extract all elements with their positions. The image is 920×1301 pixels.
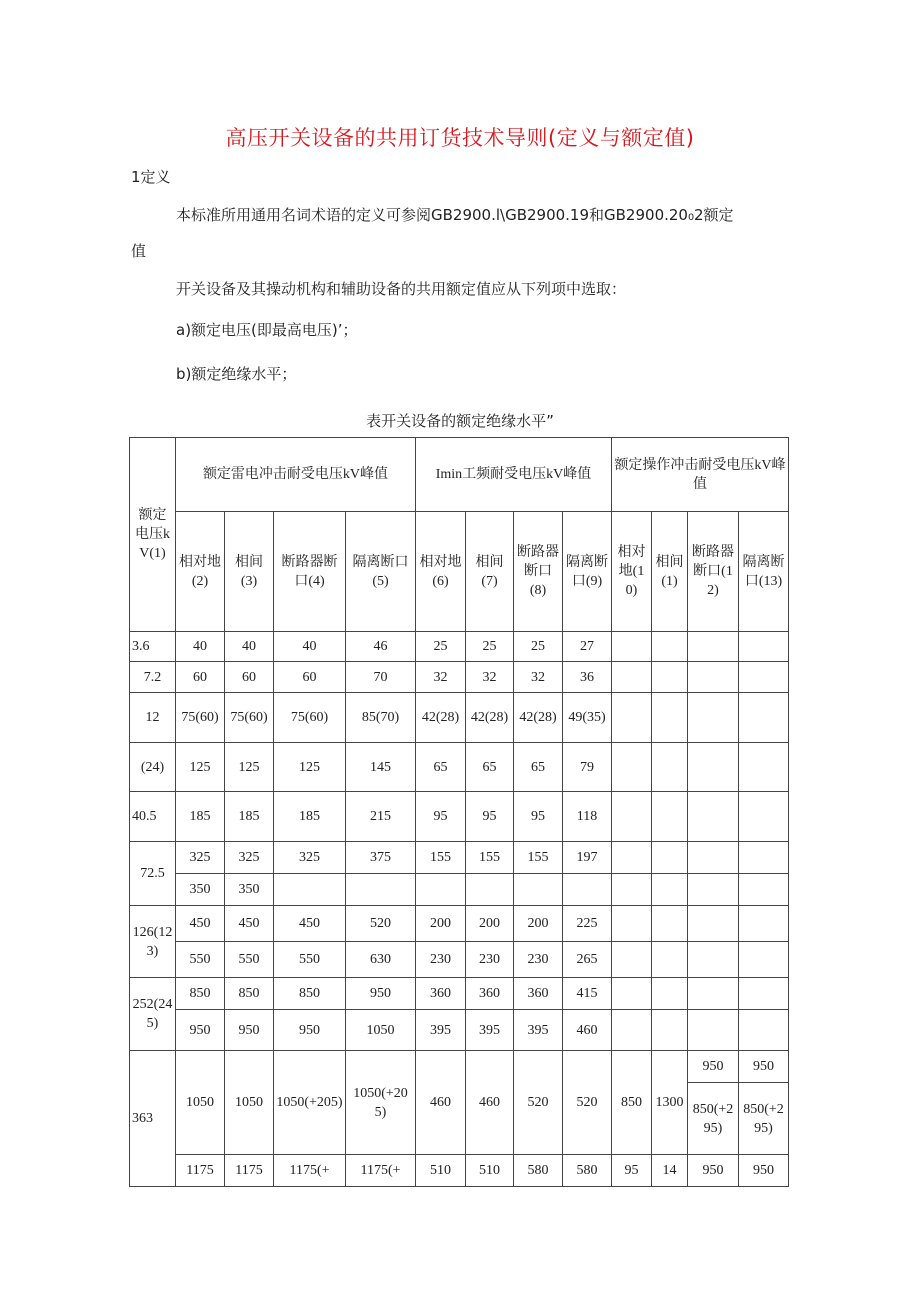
- value-cell: 950: [274, 1010, 346, 1051]
- value-cell: 395: [416, 1010, 466, 1051]
- value-cell: [739, 743, 789, 792]
- value-cell: 95: [514, 792, 563, 842]
- value-cell: 25: [416, 632, 466, 662]
- value-cell: [612, 842, 652, 874]
- table-caption: 表开关设备的额定绝缘水平”: [366, 412, 554, 430]
- value-cell: 325: [176, 842, 225, 874]
- value-cell: 185: [176, 792, 225, 842]
- value-cell: 155: [466, 842, 514, 874]
- subheader-cell: 相对地(6): [416, 512, 466, 632]
- value-cell: [688, 978, 739, 1010]
- value-cell: 185: [274, 792, 346, 842]
- table-row: [130, 906, 789, 942]
- paragraph-definitions-line1: 本标准所用通用名词术语的定义可参阅GB2900.l\GB2900.19和GB2900.20₀2额定: [176, 206, 734, 224]
- value-cell: 230: [416, 942, 466, 978]
- value-cell: 200: [416, 906, 466, 942]
- value-cell: 125: [274, 743, 346, 792]
- value-cell: 95: [466, 792, 514, 842]
- value-cell: 200: [466, 906, 514, 942]
- table-row: [130, 632, 789, 662]
- value-cell: 950: [176, 1010, 225, 1051]
- voltage-cell: (24): [130, 743, 176, 792]
- value-cell: 850: [176, 978, 225, 1010]
- value-cell: 460: [563, 1010, 612, 1051]
- value-cell: 125: [176, 743, 225, 792]
- subheader-cell: 断路器断口(12): [688, 512, 739, 632]
- value-cell: 40: [274, 632, 346, 662]
- value-cell: 325: [225, 842, 274, 874]
- value-cell: 125: [225, 743, 274, 792]
- value-cell: 520: [514, 1051, 563, 1155]
- value-cell: [652, 906, 688, 942]
- value-cell: 42(28): [514, 693, 563, 743]
- value-cell: 1175(+: [274, 1155, 346, 1187]
- value-cell: [688, 743, 739, 792]
- value-cell: 950: [688, 1051, 739, 1083]
- value-cell: 155: [416, 842, 466, 874]
- value-cell: [688, 632, 739, 662]
- value-cell: [739, 632, 789, 662]
- value-cell: 95: [612, 1155, 652, 1187]
- subheader-cell: 相间(3): [225, 512, 274, 632]
- voltage-cell: 252(245): [130, 978, 176, 1051]
- value-cell: 350: [176, 874, 225, 906]
- value-cell: 360: [416, 978, 466, 1010]
- subheader-cell: 断路器断口(4): [274, 512, 346, 632]
- value-cell: 550: [225, 942, 274, 978]
- table-row: [130, 874, 789, 906]
- value-cell: 460: [416, 1051, 466, 1155]
- value-cell: [652, 792, 688, 842]
- value-cell: 36: [563, 662, 612, 693]
- value-cell: 230: [514, 942, 563, 978]
- value-cell: 85(70): [346, 693, 416, 743]
- value-cell: 1050(+205): [274, 1051, 346, 1155]
- value-cell: 145: [346, 743, 416, 792]
- value-cell: [739, 693, 789, 743]
- value-cell: 215: [346, 792, 416, 842]
- header-power-frequency: Imin工频耐受电压kV峰值: [416, 438, 612, 512]
- value-cell: 360: [466, 978, 514, 1010]
- value-cell: 1175: [225, 1155, 274, 1187]
- value-cell: [652, 942, 688, 978]
- value-cell: 197: [563, 842, 612, 874]
- voltage-cell: 72.5: [130, 842, 176, 906]
- value-cell: 46: [346, 632, 416, 662]
- value-cell: 950: [346, 978, 416, 1010]
- table-header-row-sub: [130, 512, 789, 632]
- value-cell: [739, 942, 789, 978]
- table-row: [130, 1051, 789, 1083]
- value-cell: 1050(+205): [346, 1051, 416, 1155]
- value-cell: 60: [274, 662, 346, 693]
- table-row: [130, 978, 789, 1010]
- voltage-cell: 7.2: [130, 662, 176, 693]
- value-cell: 1050: [225, 1051, 274, 1155]
- value-cell: [688, 1010, 739, 1051]
- value-cell: 950: [688, 1155, 739, 1187]
- value-cell: 40: [176, 632, 225, 662]
- table-row: [130, 1155, 789, 1187]
- value-cell: [612, 792, 652, 842]
- value-cell: 395: [514, 1010, 563, 1051]
- value-cell: 360: [514, 978, 563, 1010]
- value-cell: 79: [563, 743, 612, 792]
- value-cell: 450: [176, 906, 225, 942]
- page-title: 高压开关设备的共用订货技术导则(定义与额定值): [225, 126, 695, 150]
- value-cell: 230: [466, 942, 514, 978]
- value-cell: 265: [563, 942, 612, 978]
- value-cell: 65: [466, 743, 514, 792]
- value-cell: [652, 632, 688, 662]
- value-cell: 850: [274, 978, 346, 1010]
- value-cell: [612, 874, 652, 906]
- value-cell: 1300: [652, 1051, 688, 1155]
- value-cell: [652, 842, 688, 874]
- value-cell: [514, 874, 563, 906]
- value-cell: [612, 942, 652, 978]
- value-cell: [739, 842, 789, 874]
- value-cell: [612, 906, 652, 942]
- value-cell: [688, 662, 739, 693]
- value-cell: [739, 906, 789, 942]
- voltage-cell: 363: [130, 1051, 176, 1187]
- value-cell: [739, 978, 789, 1010]
- value-cell: [688, 874, 739, 906]
- value-cell: 450: [274, 906, 346, 942]
- value-cell: 25: [466, 632, 514, 662]
- value-cell: 850: [225, 978, 274, 1010]
- value-cell: 460: [466, 1051, 514, 1155]
- value-cell: 325: [274, 842, 346, 874]
- table-row: [130, 842, 789, 874]
- paragraph-rated-values: 开关设备及其操动机构和辅助设备的共用额定值应从下列项中选取：: [176, 280, 627, 298]
- value-cell: [739, 662, 789, 693]
- value-cell: 630: [346, 942, 416, 978]
- value-cell: 75(60): [274, 693, 346, 743]
- subheader-cell: 相对地(2): [176, 512, 225, 632]
- value-cell: 200: [514, 906, 563, 942]
- value-cell: 510: [466, 1155, 514, 1187]
- value-cell: [612, 662, 652, 693]
- value-cell: 850: [612, 1051, 652, 1155]
- insulation-level-table: [129, 437, 789, 1187]
- value-cell: [416, 874, 466, 906]
- table-row: [130, 1010, 789, 1051]
- value-cell: 95: [416, 792, 466, 842]
- value-cell: 185: [225, 792, 274, 842]
- header-rated-voltage: 额定电压kV(1): [130, 438, 176, 632]
- value-cell: 375: [346, 842, 416, 874]
- value-cell: 32: [466, 662, 514, 693]
- value-cell: [688, 693, 739, 743]
- value-cell: [612, 1010, 652, 1051]
- subheader-cell: 相对地(10): [612, 512, 652, 632]
- value-cell: 60: [176, 662, 225, 693]
- subheader-cell: 隔离断口(13): [739, 512, 789, 632]
- subheader-cell: 相间(7): [466, 512, 514, 632]
- value-cell: 950: [225, 1010, 274, 1051]
- value-cell: [274, 874, 346, 906]
- value-cell: [739, 874, 789, 906]
- table-row: [130, 942, 789, 978]
- voltage-cell: 3.6: [130, 632, 176, 662]
- value-cell: [739, 1010, 789, 1051]
- value-cell: 350: [225, 874, 274, 906]
- table-header-row-groups: [130, 438, 789, 512]
- value-cell: [688, 792, 739, 842]
- value-cell: 225: [563, 906, 612, 942]
- list-item-b: b)额定绝缘水平；: [176, 365, 297, 383]
- value-cell: 550: [274, 942, 346, 978]
- value-cell: 395: [466, 1010, 514, 1051]
- value-cell: 450: [225, 906, 274, 942]
- voltage-cell: 40.5: [130, 792, 176, 842]
- value-cell: 60: [225, 662, 274, 693]
- value-cell: [688, 942, 739, 978]
- value-cell: 1175(+: [346, 1155, 416, 1187]
- value-cell: 580: [563, 1155, 612, 1187]
- table-row: [130, 743, 789, 792]
- value-cell: 70: [346, 662, 416, 693]
- value-cell: [612, 978, 652, 1010]
- value-cell: 27: [563, 632, 612, 662]
- value-cell: 32: [416, 662, 466, 693]
- value-cell: [739, 792, 789, 842]
- value-cell: 520: [346, 906, 416, 942]
- value-cell: [612, 743, 652, 792]
- list-item-a: a)额定电压(即最高电压)’；: [176, 321, 358, 339]
- value-cell: 510: [416, 1155, 466, 1187]
- value-cell: 950: [739, 1051, 789, 1083]
- value-cell: 580: [514, 1155, 563, 1187]
- section-heading: 1定义: [131, 168, 171, 186]
- value-cell: [652, 662, 688, 693]
- value-cell: 1050: [176, 1051, 225, 1155]
- header-switching-impulse: 额定操作冲击耐受电压kV峰值: [612, 438, 789, 512]
- value-cell: 25: [514, 632, 563, 662]
- value-cell: 415: [563, 978, 612, 1010]
- subheader-cell: 隔离断口(5): [346, 512, 416, 632]
- voltage-cell: 126(123): [130, 906, 176, 978]
- voltage-cell: 12: [130, 693, 176, 743]
- subheader-cell: 断路器断口(8): [514, 512, 563, 632]
- value-cell: [652, 978, 688, 1010]
- value-cell: [652, 874, 688, 906]
- value-cell: [563, 874, 612, 906]
- value-cell: [688, 842, 739, 874]
- value-cell: 850(+295): [688, 1083, 739, 1155]
- value-cell: [652, 693, 688, 743]
- value-cell: 950: [739, 1155, 789, 1187]
- value-cell: 49(35): [563, 693, 612, 743]
- value-cell: [652, 1010, 688, 1051]
- value-cell: 1050: [346, 1010, 416, 1051]
- value-cell: 65: [514, 743, 563, 792]
- value-cell: 40: [225, 632, 274, 662]
- value-cell: 520: [563, 1051, 612, 1155]
- subheader-cell: 隔离断口(9): [563, 512, 612, 632]
- value-cell: 75(60): [176, 693, 225, 743]
- value-cell: [466, 874, 514, 906]
- value-cell: 32: [514, 662, 563, 693]
- value-cell: 75(60): [225, 693, 274, 743]
- value-cell: 65: [416, 743, 466, 792]
- value-cell: 155: [514, 842, 563, 874]
- value-cell: 14: [652, 1155, 688, 1187]
- value-cell: 550: [176, 942, 225, 978]
- header-lightning-impulse: 额定雷电冲击耐受电压kV峰值: [176, 438, 416, 512]
- value-cell: [346, 874, 416, 906]
- value-cell: [612, 693, 652, 743]
- value-cell: [652, 743, 688, 792]
- value-cell: [612, 632, 652, 662]
- table-row: [130, 662, 789, 693]
- paragraph-definitions-line2: 值: [131, 242, 147, 260]
- value-cell: [688, 906, 739, 942]
- value-cell: 1175: [176, 1155, 225, 1187]
- table-row: [130, 693, 789, 743]
- value-cell: 42(28): [416, 693, 466, 743]
- value-cell: 850(+295): [739, 1083, 789, 1155]
- subheader-cell: 相间(1): [652, 512, 688, 632]
- value-cell: 118: [563, 792, 612, 842]
- value-cell: 42(28): [466, 693, 514, 743]
- table-row: [130, 792, 789, 842]
